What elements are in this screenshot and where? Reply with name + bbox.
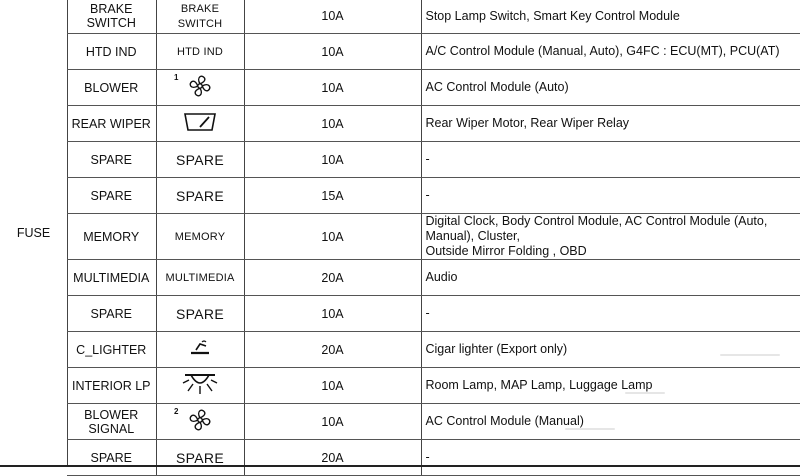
symbol-icon-wrap	[170, 71, 230, 101]
fuse-rating: 15A	[244, 178, 421, 214]
symbol-label: HTD IND	[176, 46, 223, 58]
protected-component: Audio	[421, 260, 800, 296]
table-row	[67, 404, 800, 440]
section-label: FUSE	[16, 226, 51, 240]
scan-smudge	[565, 428, 615, 430]
protected-component: AC Control Module (Auto)	[421, 70, 800, 106]
protected-component: -	[421, 440, 800, 476]
table-row	[67, 34, 800, 70]
protected-component: Stop Lamp Switch, Smart Key Control Module	[421, 0, 800, 34]
fuse-name: C_LIGHTER	[67, 332, 156, 368]
fuse-symbol	[156, 440, 244, 476]
symbol-label: MEMORY	[174, 231, 226, 243]
fuse-symbol	[156, 214, 244, 260]
symbol-icon-wrap	[170, 405, 230, 435]
fuse-name: REAR WIPER	[67, 106, 156, 142]
fuse-name: BLOWER SIGNAL	[67, 404, 156, 440]
table-row	[67, 260, 800, 296]
rear-wiper-icon	[183, 111, 217, 133]
fuse-rating: 10A	[244, 106, 421, 142]
fuse-rating: 20A	[244, 440, 421, 476]
interior-lamp-icon	[180, 371, 220, 397]
protected-component: -	[421, 142, 800, 178]
scan-smudge	[625, 392, 665, 394]
protected-component: -	[421, 296, 800, 332]
symbol-label: SPARE	[176, 449, 224, 466]
table-row	[67, 296, 800, 332]
fuse-symbol	[156, 70, 244, 106]
symbol-label: SPARE	[176, 151, 224, 168]
fuse-name: BLOWER	[67, 70, 156, 106]
protected-component: Rear Wiper Motor, Rear Wiper Relay	[421, 106, 800, 142]
protected-component: Cigar lighter (Export only)	[421, 332, 800, 368]
fan-icon	[187, 407, 213, 433]
fuse-symbol	[156, 106, 244, 142]
footnote-marker: 1	[174, 73, 179, 82]
fuse-rating: 10A	[244, 0, 421, 34]
footnote-marker: 2	[174, 407, 179, 416]
fuse-symbol	[156, 296, 244, 332]
fuse-name: BRAKE SWITCH	[67, 0, 156, 34]
table-row	[67, 440, 800, 476]
fuse-symbol	[156, 332, 244, 368]
fuse-rating: 10A	[244, 214, 421, 260]
bottom-rule	[0, 465, 800, 467]
protected-component: Digital Clock, Body Control Module, AC Control Module (Auto, Manual), Cluster, Outside Mirror Folding , OBD	[421, 214, 800, 260]
table-row	[67, 0, 800, 34]
symbol-icon-wrap	[170, 369, 230, 399]
protected-component: A/C Control Module (Manual, Auto), G4FC : ECU(MT), PCU(AT)	[421, 34, 800, 70]
table-row	[67, 70, 800, 106]
table-row	[67, 142, 800, 178]
fuse-table	[67, 0, 800, 476]
fuse-rating: 20A	[244, 260, 421, 296]
symbol-label: SPARE	[176, 305, 224, 322]
fuse-rating: 10A	[244, 34, 421, 70]
fuse-name: HTD IND	[67, 34, 156, 70]
fuse-symbol	[156, 404, 244, 440]
table-row	[67, 332, 800, 368]
protected-component: -	[421, 178, 800, 214]
symbol-icon-wrap	[170, 107, 230, 137]
fuse-symbol	[156, 34, 244, 70]
table-row	[67, 368, 800, 404]
fuse-rating: 10A	[244, 368, 421, 404]
fuse-symbol	[156, 178, 244, 214]
fuse-symbol	[156, 368, 244, 404]
fuse-rating: 10A	[244, 142, 421, 178]
fuse-symbol	[156, 260, 244, 296]
fuse-rating: 10A	[244, 70, 421, 106]
symbol-icon-wrap	[170, 333, 230, 363]
fuse-name: SPARE	[67, 440, 156, 476]
fuse-symbol	[156, 142, 244, 178]
fuse-rating: 10A	[244, 296, 421, 332]
fuse-name: SPARE	[67, 178, 156, 214]
fuse-rating: 10A	[244, 404, 421, 440]
protected-component: AC Control Module (Manual)	[421, 404, 800, 440]
table-row	[67, 106, 800, 142]
fuse-rating: 20A	[244, 332, 421, 368]
fuse-name: SPARE	[67, 296, 156, 332]
fuse-name: MEMORY	[67, 214, 156, 260]
symbol-label: SPARE	[176, 187, 224, 204]
fuse-name: SPARE	[67, 142, 156, 178]
fuse-name: INTERIOR LP	[67, 368, 156, 404]
fan-icon	[187, 73, 213, 99]
fuse-name: MULTIMEDIA	[67, 260, 156, 296]
fuse-symbol	[156, 0, 244, 34]
symbol-label: BRAKE SWITCH	[177, 3, 223, 30]
table-row	[67, 214, 800, 260]
scan-smudge	[720, 354, 780, 356]
protected-component: Room Lamp, MAP Lamp, Luggage Lamp	[421, 368, 800, 404]
cigar-lighter-icon	[185, 338, 215, 358]
table-row	[67, 178, 800, 214]
symbol-label: MULTIMEDIA	[165, 272, 235, 284]
